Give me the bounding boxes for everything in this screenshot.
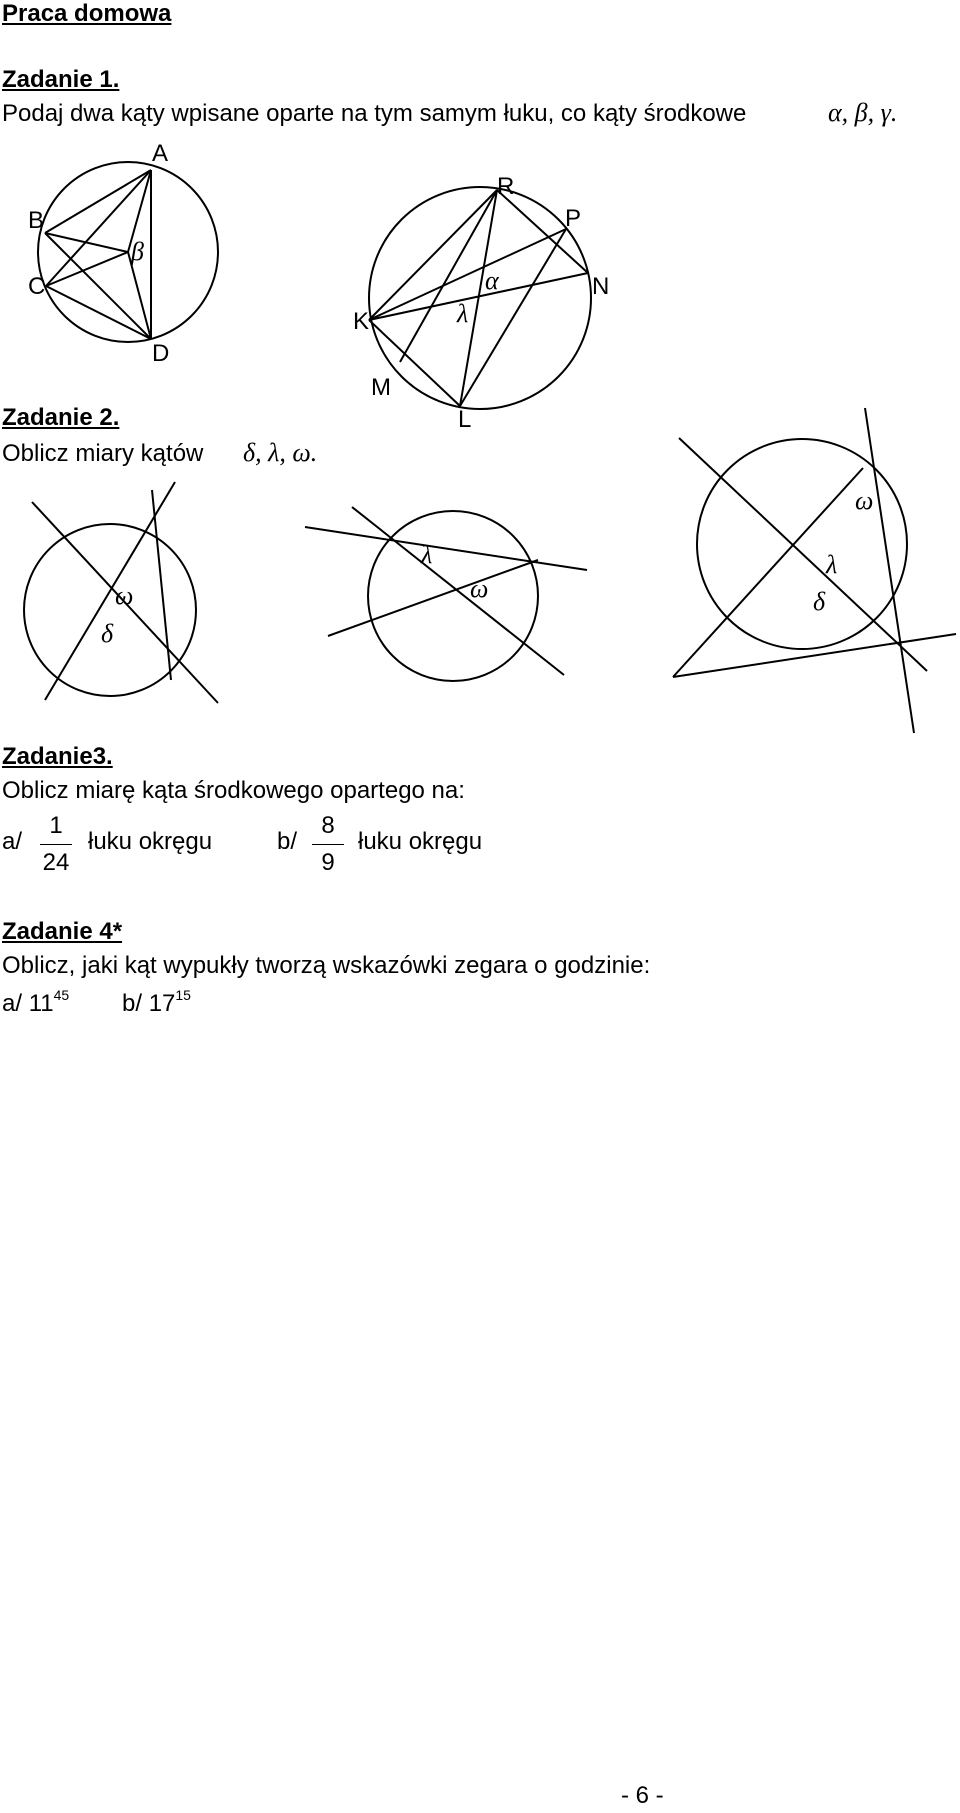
figure-zadanie2-b [305,507,587,681]
task4-a-hour: 11 [28,990,54,1017]
line-3 [352,507,564,675]
task1-heading: Zadanie 1. [2,66,120,93]
task2-text: Oblicz miary kątów [2,440,204,467]
task4-a-minutes: 45 [53,987,70,1003]
task3-a-denominator: 24 [42,849,70,876]
label-l: L [458,406,472,433]
radius-b [45,233,128,252]
line-1 [679,438,927,671]
task4-b-hour: 17 [148,990,176,1017]
label-lambda: λ [421,540,433,569]
figure-circle-rpnklm [353,173,609,433]
figure-zadanie2-a [24,482,218,703]
task3-heading: Zadanie3. [2,743,113,770]
label-n: N [592,273,610,300]
chord-n-k [369,273,588,320]
secant-line-2 [45,482,175,700]
label-b: B [28,207,45,234]
task3-b-label: b/ [277,828,298,855]
label-alpha: α [485,266,499,295]
task3-a-label: a/ [2,828,23,855]
label-m: M [371,374,391,401]
label-lambda: λ [826,550,838,579]
secant-line-3 [152,490,171,680]
task2-heading: Zadanie 2. [2,404,120,431]
task3-b-denominator: 9 [321,849,335,876]
label-omega: ω [115,581,134,610]
task4-b-label: b/ [122,990,143,1017]
task3-b-text: łuku okręgu [358,828,483,855]
task1-symbols: α, β, γ. [828,98,898,127]
line-1 [305,527,587,570]
label-c: C [28,273,46,300]
circle [697,439,907,649]
label-delta: δ [813,587,826,616]
label-omega: ω [470,574,489,603]
line-2 [865,408,914,733]
circle [368,511,538,681]
label-a: A [152,140,169,167]
page-number: - 6 - [621,1782,664,1809]
figure-circle-abcd [28,140,218,367]
label-d: D [152,340,170,367]
label-delta: δ [101,619,114,648]
line-4 [673,634,956,677]
label-p: P [565,205,582,232]
task1-text: Podaj dwa kąty wpisane oparte na tym samym łuku, co kąty środkowe [2,100,747,127]
figure-zadanie2-c [673,408,956,733]
label-r: R [497,173,515,200]
label-lambda: λ [457,299,469,328]
task3-b-numerator: 8 [321,812,335,839]
task3-text: Oblicz miarę kąta środkowego opartego na: [2,777,465,804]
label-beta: β [131,237,144,266]
task4-heading: Zadanie 4* [2,918,123,945]
page-title: Praca domowa [2,0,172,27]
task3-a-numerator: 1 [49,812,63,839]
label-omega: ω [855,486,874,515]
label-k: K [353,308,370,335]
task4-b-minutes: 15 [175,987,191,1003]
task3-a-text: łuku okręgu [88,828,213,855]
task4-a-label: a/ [2,990,23,1017]
task4-text: Oblicz, jaki kąt wypukły tworzą wskazówki zegara o godzinie: [2,952,651,979]
task2-symbols: δ, λ, ω. [243,438,318,467]
radius-c [46,252,128,286]
